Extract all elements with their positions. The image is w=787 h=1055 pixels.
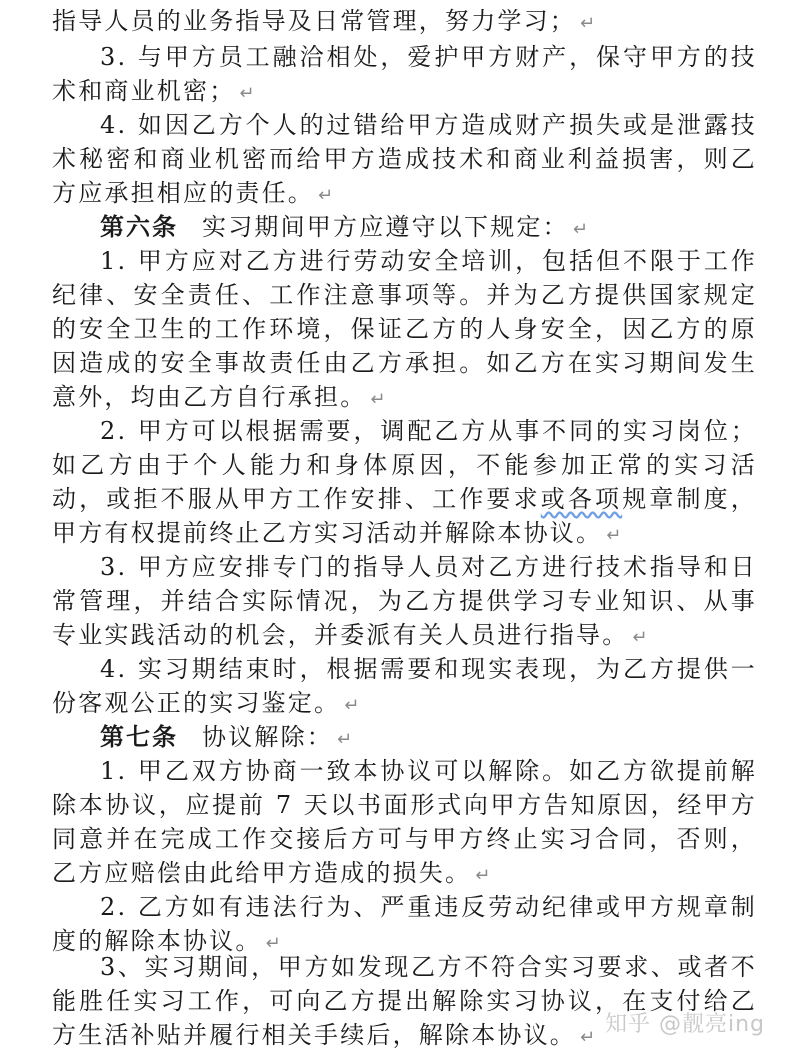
paragraph-mark-icon: ↵ (580, 1027, 596, 1048)
article-label: 第六条 (100, 213, 178, 241)
clause-6-item-1 (52, 244, 757, 417)
article-6-heading (52, 210, 757, 247)
paragraph-mark-icon: ↵ (606, 525, 622, 546)
paragraph-text: 3、实习期间，甲方如发现乙方不符合实习要求、或者不能胜任实习工作，可向乙方提出解除实习协议，在支付给乙方生活补贴并履行相关手续后，解除本协议。 (52, 953, 757, 1049)
paragraph-mark-icon: ↵ (572, 219, 588, 240)
clause-6-item-3 (52, 550, 757, 655)
paragraph-mark-icon: ↵ (337, 729, 353, 750)
paragraph-text: 3. 与甲方员工融洽相处，爱护甲方财产，保守甲方的技术和商业机密； (52, 43, 757, 105)
paragraph-text: 2. 甲方可以根据需要，调配乙方从事不同的实习岗位；如乙方由于个人能力和身体原因，不能参加正常的实习活动，或拒不服从甲方工作安排、工作要求 (52, 417, 757, 513)
article-label: 第七条 (100, 723, 178, 751)
paragraph-mark-icon: ↵ (475, 865, 491, 886)
watermark: 知乎 @靓亮ing (604, 1012, 765, 1037)
paragraph-mark-icon: ↵ (632, 627, 648, 648)
paragraph-text: 3. 甲方应安排专门的指导人员对乙方进行技术指导和日常管理，并结合实际情况，为乙方提供学习专业知识、从事专业实践活动的机会，并委派有关人员进行指导。 (52, 553, 757, 649)
paragraph-mark-icon: ↵ (344, 695, 360, 716)
clause-5-item-3 (52, 40, 757, 111)
clause-7-item-1 (52, 754, 757, 893)
clause-6-item-4 (52, 652, 757, 723)
article-title: 实习期间甲方应遵守以下规定： (202, 213, 569, 241)
clause-5-item-4 (52, 108, 757, 213)
paragraph-text: 规章制度，甲方有权提前终止乙方实习活动并解除本协议。 (52, 485, 758, 547)
clause-7-item-3 (52, 950, 757, 1055)
paragraph-mark-icon: ↵ (318, 185, 334, 206)
clause-6-item-2 (52, 414, 757, 553)
paragraph-text: 4. 实习期结束时，根据需要和现实表现，为乙方提供一份客观公正的实习鉴定。 (52, 655, 757, 717)
paragraph-text: 1. 甲乙双方协商一致本协议可以解除。如乙方欲提前解除本协议，应提前 7 天以书面形式向甲方告知原因，经甲方同意并在完成工作交接后方可与甲方终止实习合同，否则，乙方应赔偿由此给甲方造成的损失。 (52, 757, 757, 887)
spellcheck-underline: 或各项 (540, 485, 623, 513)
paragraph-mark-icon: ↵ (239, 83, 255, 104)
paragraph-mark-icon: ↵ (580, 13, 596, 34)
paragraph-text: 4. 如因乙方个人的过错给甲方造成财产损失或是泄露技术秘密和商业机密而给甲方造成技术和商业利益损害，则乙方应承担相应的责任。 (52, 111, 757, 207)
paragraph-text: 1. 甲方应对乙方进行劳动安全培训，包括但不限于工作纪律、安全责任、工作注意事项等。并为乙方提供国家规定的安全卫生的工作环境，保证乙方的人身安全，因乙方的原因造成的安全事故责任由乙方承担。如乙方在实习期间发生意外，均由乙方自行承担。 (52, 247, 757, 411)
article-title: 协议解除： (202, 723, 333, 751)
paragraph-continuation (52, 4, 757, 41)
paragraph-mark-icon: ↵ (370, 389, 386, 410)
paragraph-text: 指导人员的业务指导及日常管理，努力学习； (52, 7, 576, 35)
paragraph-mark-icon: ↵ (265, 933, 281, 954)
paragraph-text: 2. 乙方如有违法行为、严重违反劳动纪律或甲方规章制度的解除本协议。 (52, 893, 757, 955)
article-7-heading (52, 720, 757, 757)
